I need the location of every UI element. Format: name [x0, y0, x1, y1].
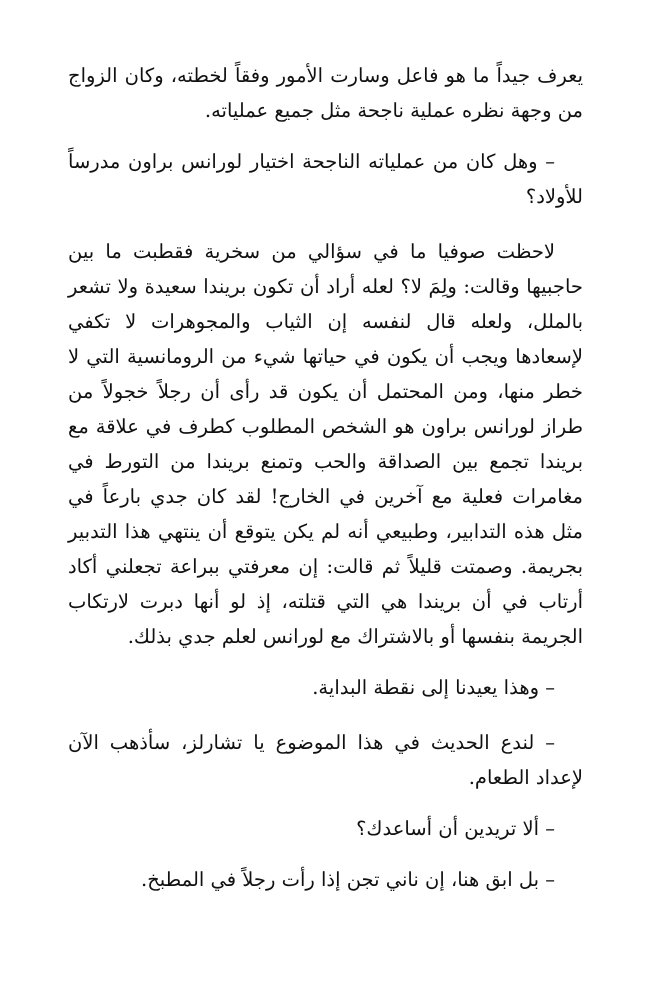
paragraph-sofia-reply: لاحظت صوفيا ما في سؤالي من سخرية فقطبت ما بين حاجبيها وقالت: ولِمَ لا؟ لعله أراد أن تكون بريندا سعيدة ولا تشعر بالملل، ولعله قال لنفسه إن الثياب والمجوهرات لا تكفي لإسعادها ويجب أن يكون في حياتها شيء من الرومانسية التي لا خطر منها، ومن المحتمل أن يكون قد رأى أن رجلاً خجولاً من طراز لورانس براون هو الشخص المطلوب كطرف في علاقة مع بريندا تجمع بين الصداقة والحب وتمنع بريندا من التورط في مغامرات فعلية مع آخرين في الخارج! لقد كان جدي بارعاً في مثل هذه التدابير، وطبيعي أنه لم يكن يتوقع أن ينتهي هذا التدبير بجريمة. وصمتت قليلاً ثم قالت: إن معرفتي ببراعة تجعلني أكاد أرتاب في أن بريندا هي التي قتلته، إذ لو أنها دبرت لارتكاب الجريمة بنفسها أو بالاشتراك مع لورانس لعلم جدي بذلك. — [68, 240, 583, 648]
paragraph-dialog-change-topic: – لندع الحديث في هذا الموضوع يا تشارلز، سأذهب الآن لإعداد الطعام. — [68, 731, 583, 789]
paragraph-dialog-back-to-start: – وهذا يعيدنا إلى نقطة البداية. — [312, 676, 555, 699]
paragraph-dialog-offer-help: – ألا تريدين أن أساعدك؟ — [356, 817, 555, 840]
paragraph-dialog-stay-here: – بل ابق هنا، إن ناني تجن إذا رأت رجلاً في المطبخ. — [141, 868, 555, 891]
paragraph-narration-1: يعرف جيداً ما هو فاعل وسارت الأمور وفقاً لخطته، وكان الزواج من وجهة نظره عملية ناجحة مثل جميع عملياته. — [68, 64, 583, 122]
paragraph-dialog-question: – وهل كان من عملياته الناجحة اختيار لورانس براون مدرساً للأولاد؟ — [68, 150, 583, 208]
